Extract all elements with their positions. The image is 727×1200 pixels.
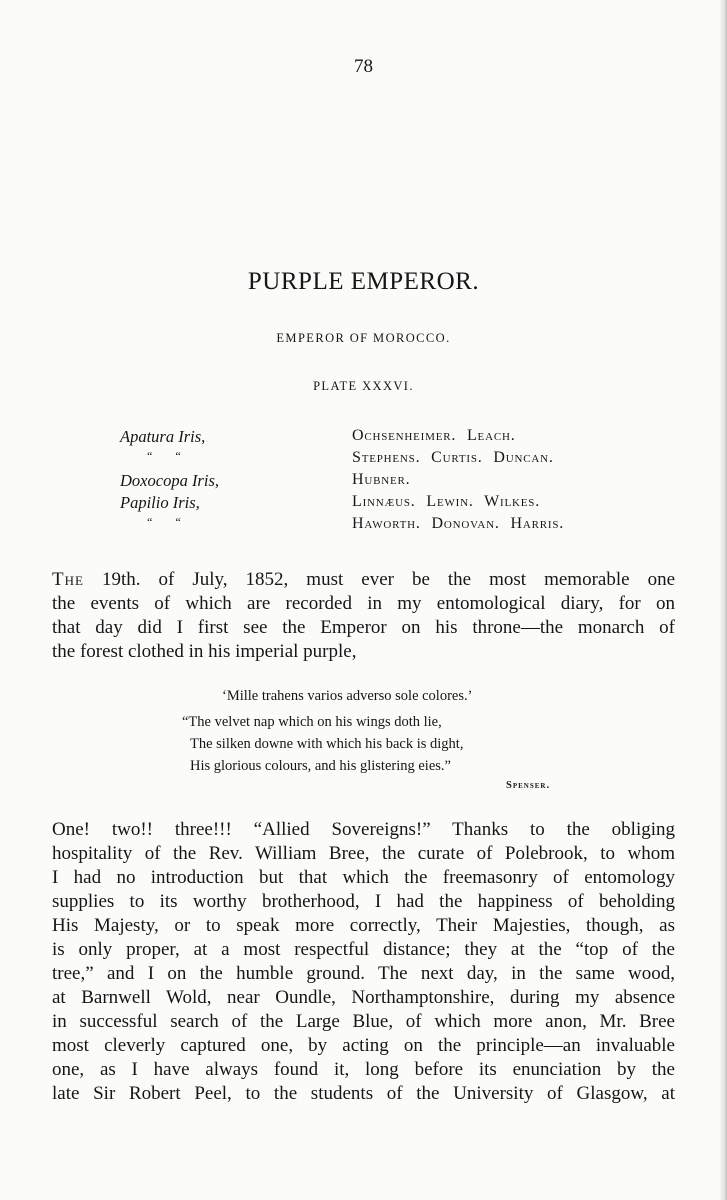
paragraph-line: One! two!! three!!! “Allied Sovereigns!” Thanks to the obliging bbox=[52, 819, 675, 840]
synonym-name: “ “ bbox=[147, 449, 191, 463]
page-subtitle: EMPEROR OF MOROCCO. bbox=[276, 331, 451, 345]
synonym-row bbox=[0, 471, 727, 493]
latin-quote: ‘Mille trahens varios adverso sole colores.’ bbox=[222, 688, 473, 704]
page-title: PURPLE EMPEROR. bbox=[247, 268, 480, 295]
synonym-row bbox=[0, 515, 727, 537]
paragraph-line: the forest clothed in his imperial purple, bbox=[52, 641, 357, 662]
synonym-name: “ “ bbox=[147, 515, 191, 529]
synonym-row bbox=[0, 427, 727, 449]
paragraph-line bbox=[52, 568, 675, 592]
plate-label: PLATE XXXVI. bbox=[313, 379, 414, 393]
paragraph-line: at Barnwell Wold, near Oundle, Northamptonshire, during my absence bbox=[52, 987, 675, 1008]
opening-paragraph bbox=[52, 568, 675, 664]
main-paragraph bbox=[52, 818, 675, 1106]
synonym-authors: Ochsenheimer. Leach. bbox=[352, 427, 516, 444]
paragraph-line: hospitality of the Rev. William Bree, the curate of Polebrook, to whom bbox=[52, 843, 675, 864]
synonym-name: Papilio Iris, bbox=[120, 493, 200, 512]
synonym-authors: Hubner. bbox=[352, 471, 411, 488]
synonym-authors: Haworth. Donovan. Harris. bbox=[352, 515, 565, 532]
synonym-authors: Stephens. Curtis. Duncan. bbox=[352, 449, 554, 466]
paragraph-line: His Majesty, or to speak more correctly, Their Majesties, though, as bbox=[52, 915, 675, 936]
paragraph-line: most cleverly captured one, by acting on the principle—an invaluable bbox=[52, 1035, 675, 1056]
synonym-name: Doxocopa Iris, bbox=[120, 471, 219, 490]
paragraph-line: the events of which are recorded in my entomological diary, for on bbox=[52, 593, 675, 614]
paragraph-line: late Sir Robert Peel, to the students of the University of Glasgow, at bbox=[52, 1083, 675, 1104]
paragraph-line: is only proper, at a most respectful distance; they at the “top of the bbox=[52, 939, 675, 960]
synonym-name: Apatura Iris, bbox=[120, 427, 206, 446]
verse-line: The silken downe with which his back is dight, bbox=[190, 736, 464, 752]
paragraph-lead-word: The bbox=[52, 569, 84, 590]
verse-line: His glorious colours, and his glistering eies.” bbox=[190, 758, 451, 774]
synonym-row bbox=[0, 493, 727, 515]
paragraph-line: one, as I have always found it, long before its enunciation by the bbox=[52, 1059, 675, 1080]
synonym-authors: Linnæus. Lewin. Wilkes. bbox=[352, 493, 541, 510]
paragraph-line-text: 19th. of July, 1852, must ever be the most memorable one bbox=[101, 569, 675, 590]
paragraph-line: tree,” and I on the humble ground. The next day, in the same wood, bbox=[52, 963, 675, 984]
paragraph-line: I had no introduction but that which the freemasonry of entomology bbox=[52, 867, 675, 888]
page-number: 78 bbox=[354, 56, 373, 77]
page-edge-shadow bbox=[719, 0, 727, 1200]
quote-attribution: Spenser. bbox=[506, 780, 551, 791]
paragraph-line: that day did I first see the Emperor on his throne—the monarch of bbox=[52, 617, 675, 638]
paragraph-line: in successful search of the Large Blue, of which more anon, Mr. Bree bbox=[52, 1011, 675, 1032]
verse-line: “The velvet nap which on his wings doth lie, bbox=[182, 714, 442, 730]
paragraph-line: supplies to its worthy brotherhood, I had the happiness of beholding bbox=[52, 891, 675, 912]
synonym-row bbox=[0, 449, 727, 471]
